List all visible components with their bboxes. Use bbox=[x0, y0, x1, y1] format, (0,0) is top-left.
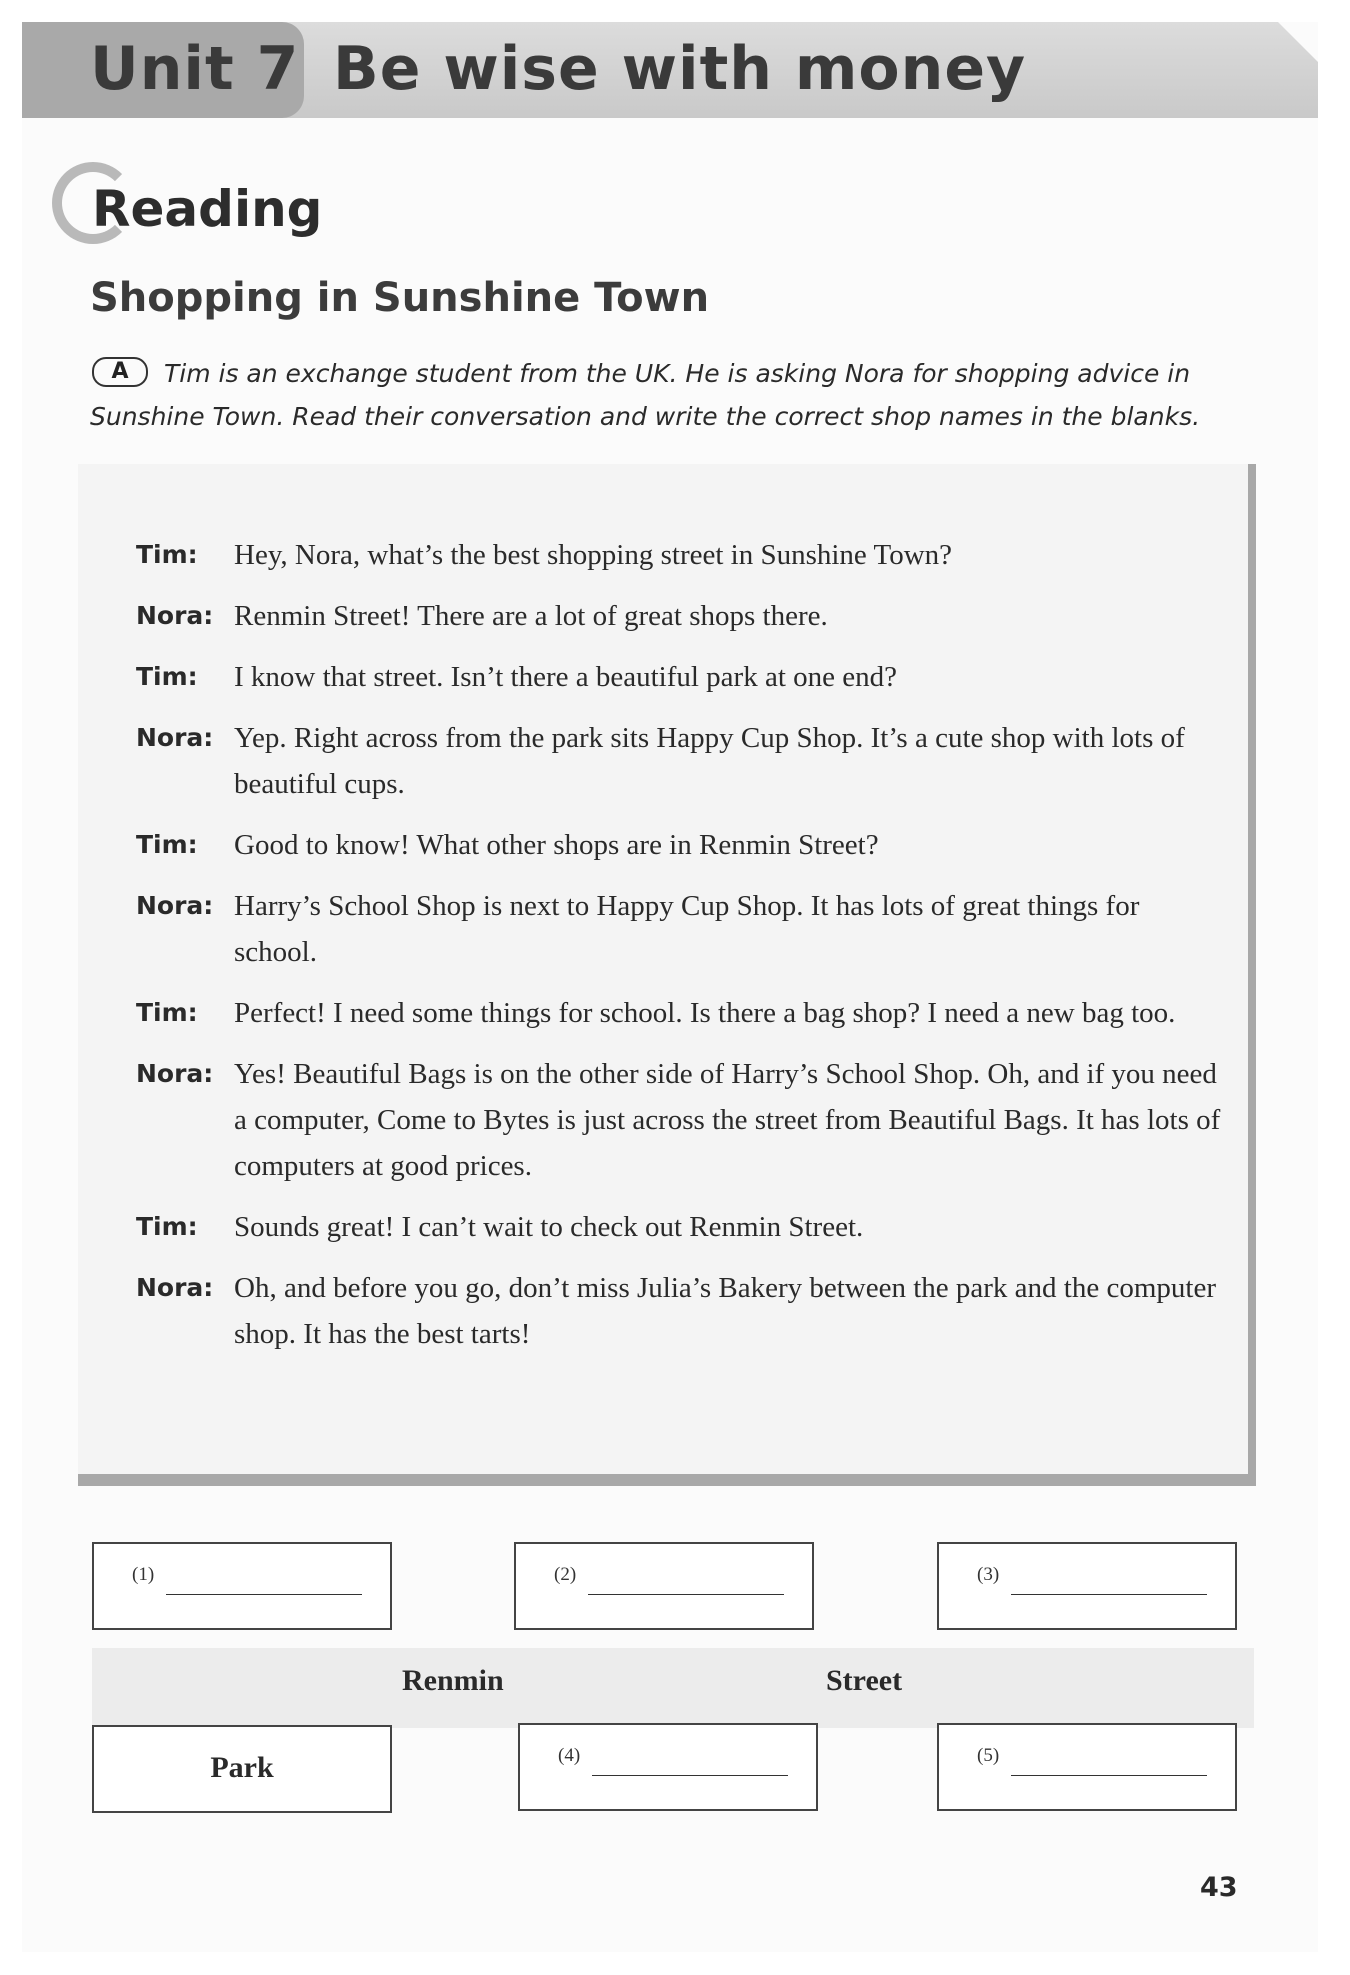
answer-line[interactable] bbox=[592, 1775, 788, 1776]
speaker-name: Nora: bbox=[136, 1273, 214, 1302]
dialogue-turn bbox=[136, 822, 1226, 868]
blank-number: (5) bbox=[977, 1745, 1000, 1766]
section-heading: Reading bbox=[92, 180, 323, 238]
dialogue-line: Oh, and before you go, don’t miss Julia’s Bakery between the park and the computer shop. It has the best tarts! bbox=[234, 1272, 1216, 1350]
speaker-name: Tim: bbox=[136, 662, 198, 691]
answer-line[interactable] bbox=[1011, 1594, 1207, 1595]
unit-label: Unit 7 bbox=[90, 34, 300, 104]
speaker-name: Nora: bbox=[136, 891, 214, 920]
dialogue-line: Yes! Beautiful Bags is on the other side of Harry’s School Shop. Oh, and if you need a computer, Come to Bytes is just across the street from Beautiful Bags. It has lots of computers at good prices. bbox=[234, 1058, 1221, 1182]
blank-number: (3) bbox=[977, 1564, 1000, 1585]
dialogue-turn bbox=[136, 532, 1226, 578]
section-subtitle: Shopping in Sunshine Town bbox=[90, 275, 710, 321]
dialogue-line: Yep. Right across from the park sits Happy Cup Shop. It’s a cute shop with lots of beautiful cups. bbox=[234, 722, 1185, 800]
dialogue-line: Good to know! What other shops are in Renmin Street? bbox=[234, 829, 879, 861]
panel-shadow bbox=[1248, 464, 1256, 1486]
dialogue-line: Renmin Street! There are a lot of great shops there. bbox=[234, 600, 828, 632]
exercise-instructions: Tim is an exchange student from the UK. He is asking Nora for shopping advice in Sunshine Town. Read their conversation and write the correct shop names in the blanks. bbox=[90, 359, 1201, 431]
speaker-name: Nora: bbox=[136, 723, 214, 752]
dialogue-line: Perfect! I need some things for school. Is there a bag shop? I need a new bag too. bbox=[234, 997, 1176, 1029]
park-box bbox=[92, 1725, 392, 1813]
answer-line[interactable] bbox=[1011, 1775, 1207, 1776]
street-band bbox=[92, 1648, 1254, 1728]
speaker-name: Tim: bbox=[136, 1212, 198, 1241]
blank-number: (2) bbox=[554, 1564, 577, 1585]
park-label: Park bbox=[210, 1751, 274, 1784]
dialogue bbox=[136, 532, 1226, 1372]
speaker-name: Nora: bbox=[136, 1059, 214, 1088]
dialogue-line: Hey, Nora, what’s the best shopping street in Sunshine Town? bbox=[234, 539, 953, 571]
page-number: 43 bbox=[1200, 1872, 1238, 1903]
dialogue-turn bbox=[136, 1204, 1226, 1250]
shop-blank-1 bbox=[92, 1542, 392, 1630]
panel-shadow bbox=[78, 1474, 1256, 1486]
dialogue-turn bbox=[136, 883, 1226, 975]
blank-number: (1) bbox=[132, 1564, 155, 1585]
dialogue-line: Sounds great! I can’t wait to check out Renmin Street. bbox=[234, 1211, 864, 1243]
answer-line[interactable] bbox=[166, 1594, 362, 1595]
page-corner-fold bbox=[1278, 22, 1318, 62]
answer-line[interactable] bbox=[588, 1594, 784, 1595]
speaker-name: Tim: bbox=[136, 540, 198, 569]
shop-blank-3 bbox=[937, 1542, 1237, 1630]
shop-blank-4 bbox=[518, 1723, 818, 1811]
dialogue-turn bbox=[136, 1265, 1226, 1357]
dialogue-turn bbox=[136, 593, 1226, 639]
blank-number: (4) bbox=[558, 1745, 581, 1766]
speaker-name: Tim: bbox=[136, 998, 198, 1027]
dialogue-turn bbox=[136, 715, 1226, 807]
street-label-street: Street bbox=[826, 1664, 903, 1697]
unit-title: Be wise with money bbox=[333, 34, 1027, 104]
dialogue-turn bbox=[136, 990, 1226, 1036]
street-label-renmin: Renmin bbox=[402, 1664, 504, 1697]
dialogue-line: I know that street. Isn’t there a beautiful park at one end? bbox=[234, 661, 897, 693]
dialogue-turn bbox=[136, 1051, 1226, 1189]
dialogue-turn bbox=[136, 654, 1226, 700]
dialogue-line: Harry’s School Shop is next to Happy Cup Shop. It has lots of great things for school. bbox=[234, 890, 1140, 968]
speaker-name: Nora: bbox=[136, 601, 214, 630]
exercise-badge: A bbox=[92, 357, 148, 387]
speaker-name: Tim: bbox=[136, 830, 198, 859]
shop-blank-5 bbox=[937, 1723, 1237, 1811]
shop-blank-2 bbox=[514, 1542, 814, 1630]
